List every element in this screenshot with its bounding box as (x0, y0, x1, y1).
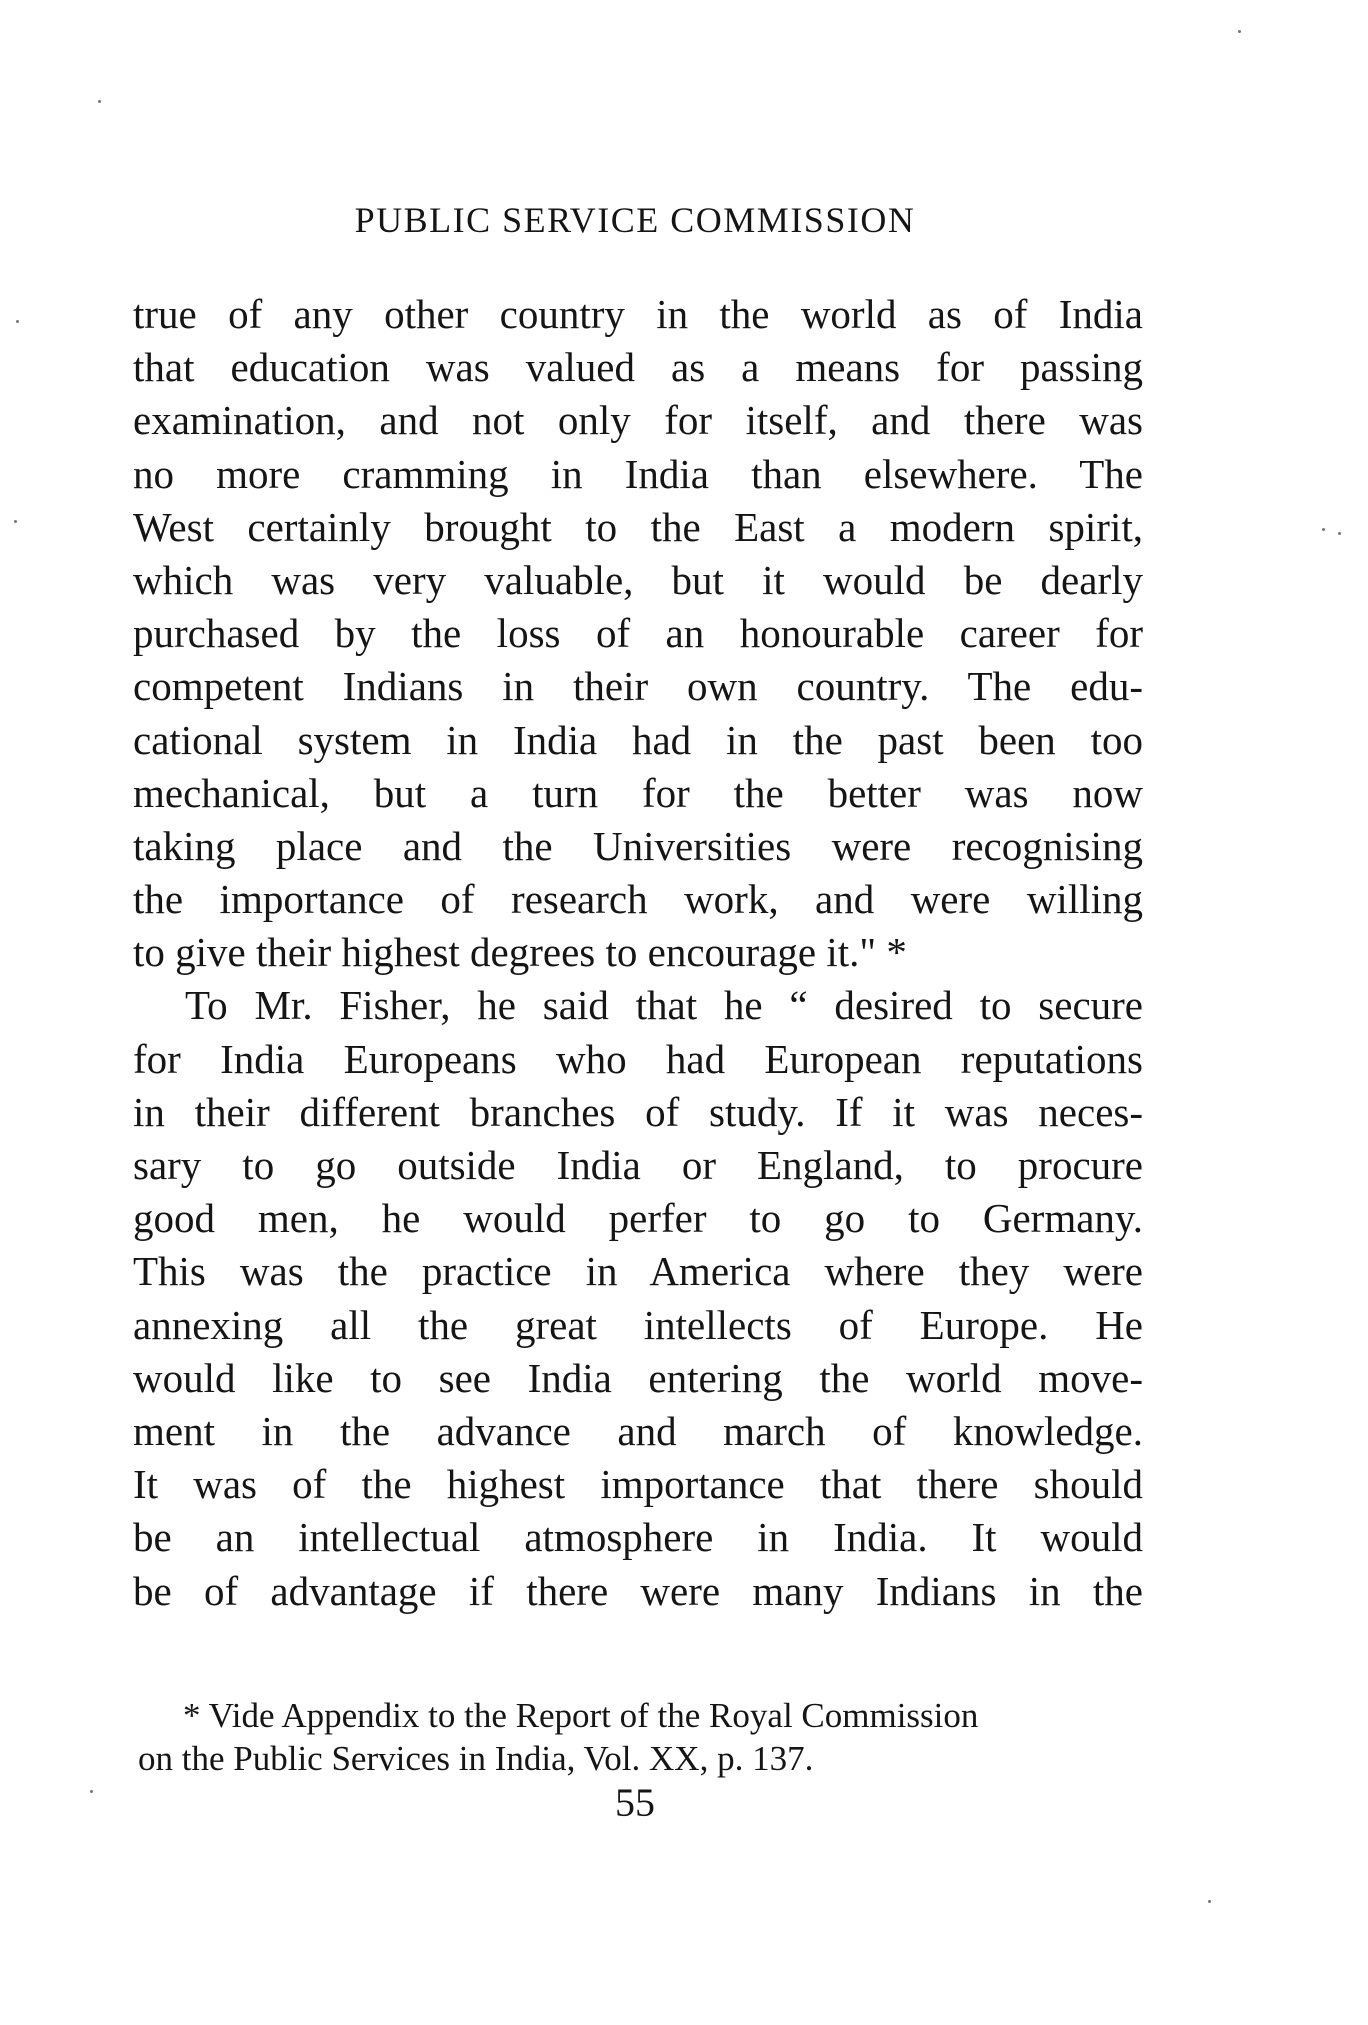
text-line: to give their highest degrees to encourage it." * (133, 929, 907, 976)
body-text (133, 288, 1143, 1618)
text-line: annexing all the great intellects of Europe. He (133, 1301, 1143, 1348)
page-number: 55 (615, 1780, 655, 1825)
text-line: for India Europeans who had European reputations (133, 1035, 1143, 1082)
running-head: PUBLIC SERVICE COMMISSION (354, 200, 916, 240)
text-line: the importance of research work, and were willing (133, 876, 1143, 923)
text-line: true of any other country in the world as of India (133, 291, 1143, 337)
text-line: would like to see India entering the world move- (133, 1354, 1143, 1401)
text-line: examination, and not only for itself, and there was (133, 397, 1143, 444)
text-line: that education was valued as a means for passing (133, 344, 1143, 391)
footnote (138, 1694, 1138, 1780)
text-line: which was very valuable, but it would be dearly (133, 556, 1143, 603)
text-line: be an intellectual atmosphere in India. It would (133, 1514, 1143, 1561)
text-line: mechanical, but a turn for the better was now (133, 769, 1143, 816)
text-line: sary to go outside India or England, to procure (133, 1142, 1143, 1188)
scan-speck (1338, 532, 1341, 535)
text-line: cational system in India had in the past been too (133, 716, 1143, 763)
scan-speck (1322, 528, 1325, 531)
text-line: competent Indians in their own country. The edu- (133, 663, 1143, 710)
scan-speck (1238, 30, 1241, 33)
text-line: To Mr. Fisher, he said that he “ desired to secure (185, 982, 1143, 1029)
footnote-line: * Vide Appendix to the Report of the Royal Commission (183, 1696, 979, 1735)
scan-speck (90, 1790, 93, 1793)
scan-speck (16, 320, 19, 323)
text-line: This was the practice in America where they were (133, 1248, 1143, 1295)
text-line: no more cramming in India than elsewhere. The (133, 450, 1143, 497)
scan-speck (1208, 1900, 1211, 1903)
scan-speck (98, 100, 101, 103)
text-line: be of advantage if there were many Indians in the (133, 1567, 1143, 1614)
text-line: taking place and the Universities were recognising (133, 822, 1143, 869)
text-line: It was of the highest importance that there should (133, 1461, 1143, 1508)
text-line: in their different branches of study. If it was neces- (133, 1088, 1143, 1135)
text-line: purchased by the loss of an honourable career for (133, 610, 1143, 657)
footnote-line: on the Public Services in India, Vol. XX, p. 137. (138, 1739, 814, 1778)
scan-speck (14, 520, 17, 523)
text-line: ment in the advance and march of knowledge. (133, 1407, 1143, 1454)
text-line: West certainly brought to the East a modern spirit, (133, 503, 1143, 550)
text-line: good men, he would perfer to go to Germany. (133, 1195, 1143, 1242)
